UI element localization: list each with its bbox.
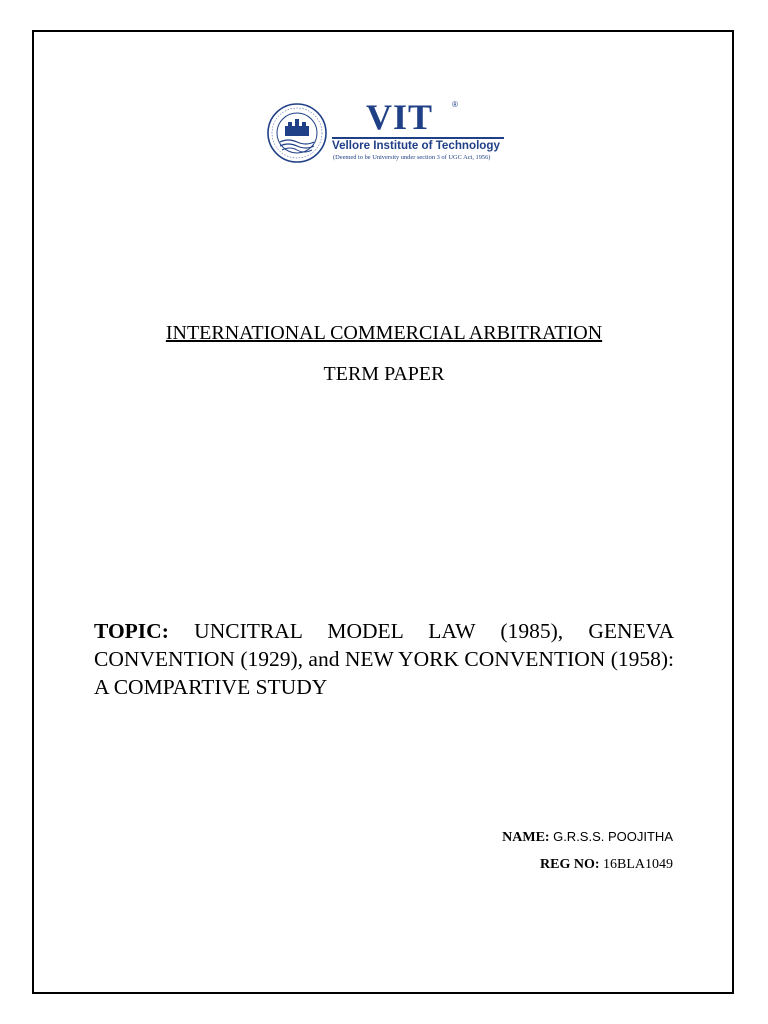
institute-name: Vellore Institute of Technology xyxy=(332,139,500,152)
reg-no-label: REG NO: xyxy=(540,857,600,872)
student-name: G.R.S.S. POOJITHA xyxy=(553,829,673,844)
course-title: INTERNATIONAL COMMERCIAL ARBITRATION xyxy=(165,322,603,344)
name-label: NAME: xyxy=(502,830,550,845)
reg-no-line xyxy=(540,857,673,873)
vit-logo xyxy=(266,97,506,166)
institute-note: (Deemed to be University under section 3 of UGC Act, 1956) xyxy=(333,154,491,161)
logo-wordmark: VIT xyxy=(366,97,434,137)
topic-text: UNCITRAL MODEL LAW (1985), GENEVA CONVENTION (1929), and NEW YORK CONVENTION (1958): A COMPARTIVE STUDY xyxy=(94,619,674,699)
page-border xyxy=(32,30,734,994)
topic-block xyxy=(94,617,674,701)
vit-seal-icon xyxy=(266,102,328,164)
student-name-line xyxy=(502,829,673,846)
registered-mark: ® xyxy=(452,100,458,109)
topic-label: TOPIC: xyxy=(94,619,169,643)
paper-type: TERM PAPER xyxy=(323,363,445,385)
reg-no-value: 16BLA1049 xyxy=(603,857,673,872)
